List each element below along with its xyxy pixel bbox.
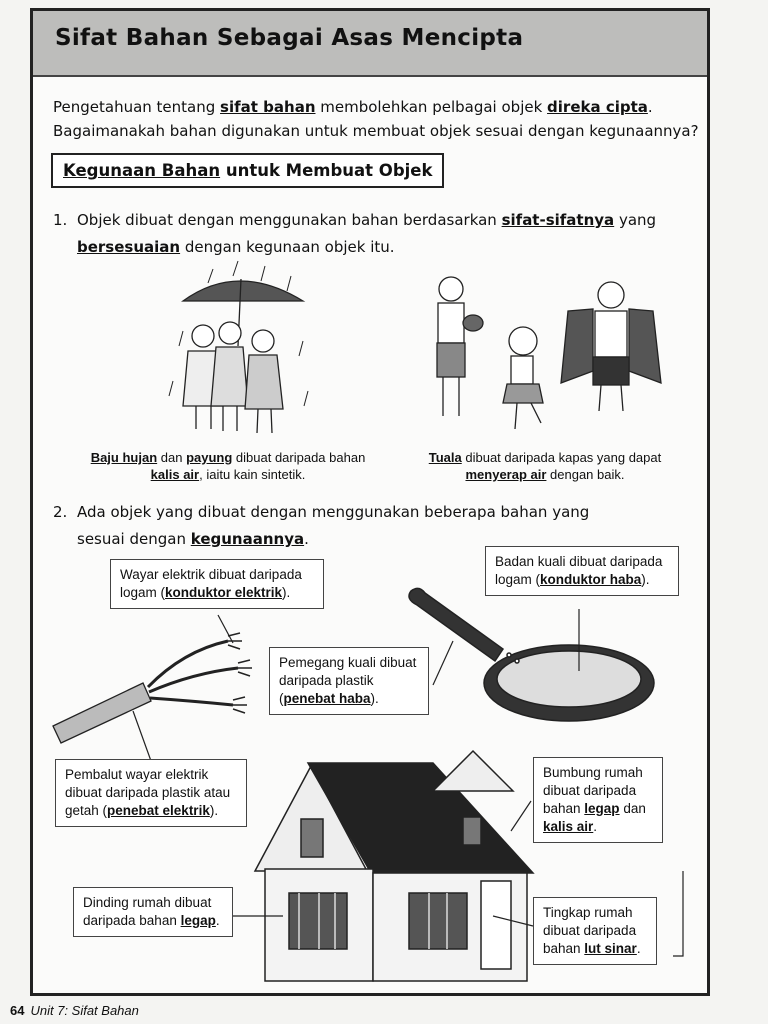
caption-text: dan — [157, 450, 187, 465]
list-number: 2. — [53, 503, 68, 521]
caption-text: dengan baik. — [546, 467, 625, 482]
label-keyword: legap — [180, 913, 216, 928]
label-keyword: konduktor haba — [540, 572, 642, 587]
intro-keyword: sifat bahan — [220, 98, 316, 116]
section-heading-keyword: Kegunaan Bahan — [63, 161, 221, 180]
page-frame — [30, 8, 710, 996]
label-text: ). — [641, 572, 650, 587]
label-text: dan — [619, 801, 646, 816]
label-keyword: kalis air — [543, 819, 594, 834]
item-keyword: kegunaannya — [190, 530, 305, 548]
label-text: Dinding rumah dibuat daripada bahan — [83, 895, 212, 928]
label-text: Pembalut wayar elektrik dibuat daripada plastik atau getah ( — [65, 767, 231, 818]
caption-keyword: Tuala — [428, 450, 462, 465]
page-title: Sifat Bahan Sebagai Asas Mencipta — [55, 25, 524, 51]
wall-label — [73, 887, 233, 937]
label-keyword: penebat elektrik — [107, 803, 210, 818]
caption-text: dibuat daripada kapas yang dapat — [461, 450, 662, 465]
intro-keyword: direka cipta — [547, 98, 648, 116]
wire-label — [110, 559, 324, 609]
intro-question: Bagaimanakah bahan digunakan untuk membuat objek sesuai dengan kegunaannya? — [53, 122, 699, 140]
towel-children-illustration — [437, 277, 661, 429]
label-text: . — [215, 913, 220, 928]
label-keyword: legap — [584, 801, 620, 816]
insulation-label — [55, 759, 247, 827]
window-label — [533, 897, 657, 965]
unit-label: Unit 7: Sifat Bahan — [30, 1003, 139, 1018]
label-keyword: konduktor elektrik — [165, 585, 283, 600]
pan-handle-label — [269, 647, 429, 715]
caption-text: , iaitu kain sintetik. — [199, 467, 306, 482]
label-text: Bumbung rumah dibuat daripada bahan — [543, 765, 643, 816]
caption-keyword: menyerap air — [465, 467, 547, 482]
label-text: . — [636, 941, 641, 956]
caption-keyword: payung — [186, 450, 233, 465]
intro-text: membolehkan pelbagai objek — [315, 98, 548, 116]
roof-label — [533, 757, 663, 843]
house-illustration — [255, 751, 533, 981]
illustrations — [33, 11, 707, 993]
label-text: ). — [282, 585, 291, 600]
caption-text: dibuat daripada bahan — [232, 450, 366, 465]
label-text: Pemegang kuali dibuat daripada plastik ( — [279, 655, 417, 706]
item-keyword: bersesuaian — [77, 238, 181, 256]
item-text: dengan kegunaan objek itu. — [180, 238, 395, 256]
label-text: . — [593, 819, 598, 834]
label-text: Tingkap rumah dibuat daripada bahan — [543, 905, 637, 956]
intro-text: Pengetahuan tentang — [53, 98, 221, 116]
item-keyword: sifat-sifatnya — [501, 211, 615, 229]
page-footer — [10, 1003, 139, 1018]
section-heading-text: untuk Membuat Objek — [220, 161, 433, 180]
label-text: ). — [370, 691, 379, 706]
item-text: Objek dibuat dengan menggunakan bahan berdasarkan — [77, 211, 502, 229]
item-text: . — [304, 530, 309, 548]
label-text: ). — [209, 803, 219, 818]
frying-pan-illustration — [409, 588, 654, 721]
item-text: yang — [614, 211, 657, 229]
list-number: 1. — [53, 211, 68, 229]
page-number: 64 — [10, 1003, 25, 1018]
label-keyword: penebat haba — [283, 691, 371, 706]
label-text: Badan kuali dibuat daripada logam ( — [495, 554, 663, 587]
label-keyword: lut sinar — [584, 941, 637, 956]
caption-keyword: Baju hujan — [90, 450, 158, 465]
pan-body-label — [485, 546, 679, 596]
label-text: Wayar elektrik dibuat daripada logam ( — [120, 567, 302, 600]
rain-children-illustration — [169, 261, 308, 433]
caption-keyword: kalis air — [150, 467, 200, 482]
intro-text: . — [647, 98, 653, 116]
wire-illustration — [53, 633, 252, 743]
item-text: Ada objek yang dibuat dengan menggunakan beberapa bahan yang sesuai dengan — [77, 503, 590, 548]
